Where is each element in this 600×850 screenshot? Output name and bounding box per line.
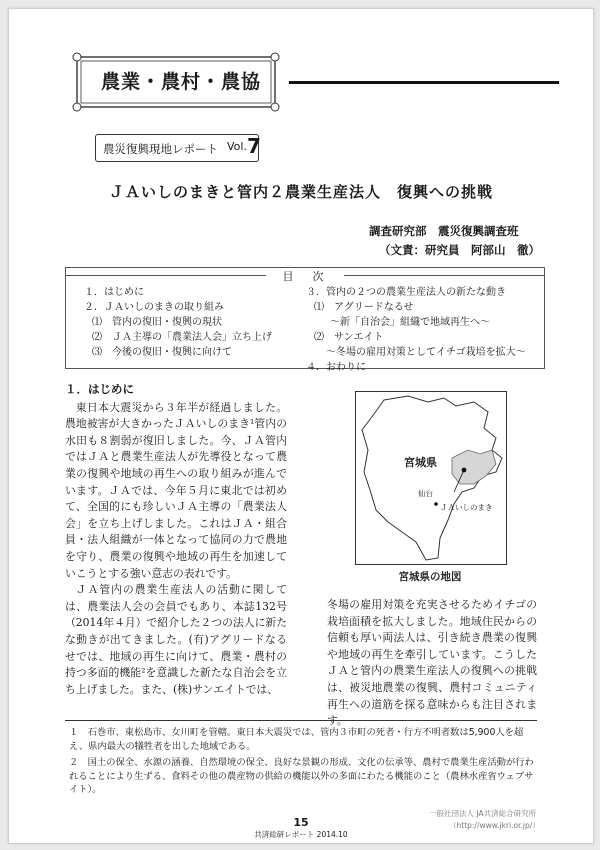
table-of-contents <box>65 267 545 373</box>
publisher-url: （http://www.jkri.or.jp/） <box>449 821 540 830</box>
publisher-name: 一般社団法人 JA共済総合研究所 <box>429 809 537 818</box>
byline-author: （文責：研究員 阿部山 徹） <box>379 243 540 257</box>
map-city-label: 仙台 <box>418 489 433 498</box>
toc-item: ⑴ 管内の復旧・復興の現状 <box>92 317 222 328</box>
toc-item: 〜新「自治会」組織で地域再生へ〜 <box>330 317 490 328</box>
footnotes <box>69 726 537 797</box>
journal-name: 共済総研レポート 2014.10 <box>254 830 348 839</box>
toc-item: ２．ＪＡいしのまきの取り組み <box>84 302 224 313</box>
toc-item: ⑵ ＪＡ主導の「農業法人会」立ち上げ <box>92 332 272 343</box>
header-rule <box>289 81 559 84</box>
body-left-column <box>65 381 287 698</box>
paragraph: ＪＡ管内の農業生産法人の活動に関しては、農業法人会の会員でもあり、本誌132号（2014年４月）で紹介した２つの法人に新たな動きが出てきました。(有)アグリードなるせでは、地域の再生に向けて、農業・農村の持つ多面的機能²を意識した新たな自治会を立ち上げました。また、(株)サンエイトでは、 <box>65 583 287 696</box>
series-label: 農災復興現地レポート <box>103 142 218 156</box>
paragraph: 冬場の雇用対策を充実させるためイチゴの栽培面積を拡大しました。地域住民からの信頼も厚い両法人は、引き続き農業の復興や地域の再生を牽引しています。こうしたＪＡと管内の農業生産法人の復興への挑戦は、被災地農業の復興、農村コミュニティ再生への道筋を探る意味からも注目されま <box>327 598 537 711</box>
section-heading: １．はじめに <box>65 382 134 396</box>
article-title: ＪＡいしのまきと管内２農業生産法人 復興への挑戦 <box>108 183 493 201</box>
paragraph: 東日本大震災から３年半が経過しました。農地被害が大きかったＪＡいしのまき¹管内の水田も８割弱が復旧しました。今、ＪＡ管内ではＪＡと農業生産法人が先導役となって農業の復興や地域の再生への取り組みが進んでいます。ＪＡでは、今年５月に東北では初めて、全国的にも珍しいＪＡ主導の「農業法人会」を立ち上げしました。これはＪＡ・組合員・法人組織が一体となって協同の力で農地を守り、農業の復興や地域の再生を加速していこうとする強い意志の表れです。 <box>65 400 287 580</box>
toc-item: ⑵ サンエイト <box>314 332 384 343</box>
body-right-column <box>327 597 537 730</box>
footnote-rule <box>65 720 537 721</box>
toc-left-column <box>78 285 308 360</box>
toc-item: ４．おわりに <box>306 362 366 373</box>
map-figure <box>355 391 507 565</box>
document-page <box>8 8 594 844</box>
page-number: 15 <box>293 816 309 829</box>
miyagi-map <box>356 392 506 564</box>
section-title: 農業・農村・農協 <box>101 71 262 93</box>
map-caption: 宮城県の地図 <box>398 571 462 583</box>
toc-title: 目 次 <box>266 268 344 284</box>
toc-item: ⑶ 今後の復旧・復興に向けて <box>92 347 232 358</box>
toc-item: １．はじめに <box>84 287 144 298</box>
series-vol: Vol. <box>227 140 247 153</box>
map-ja-label: ＪＡいしのまき <box>440 503 493 512</box>
toc-item: ⑴ アグリードなるせ <box>314 302 414 313</box>
toc-right-column <box>306 285 542 375</box>
series-number: 7 <box>247 134 261 158</box>
footnote: ２ 国土の保全、水源の涵養、自然環境の保全、良好な景観の形成、文化の伝承等、農村で農業生産活動が行われることにより生ずる、食料その他の農産物の供給の機能以外の多面にわたる機能のこと（農林水産省ウェブサイト）。 <box>69 757 534 795</box>
toc-item: 〜冬場の雇用対策としてイチゴ栽培を拡大〜 <box>326 347 526 358</box>
footnote: １ 石巻市、東松島市、女川町を管轄。東日本大震災では、管内３市町の死者・行方不明者数は5,900人を超え、県内最大の犠牲者を出した地域である。 <box>69 727 524 752</box>
toc-item: ３．管内の２つの農業生産法人の新たな動き <box>306 287 506 298</box>
map-pref-label: 宮城県 <box>404 456 437 469</box>
byline-department: 調査研究部 震災復興調査班 <box>369 224 519 238</box>
